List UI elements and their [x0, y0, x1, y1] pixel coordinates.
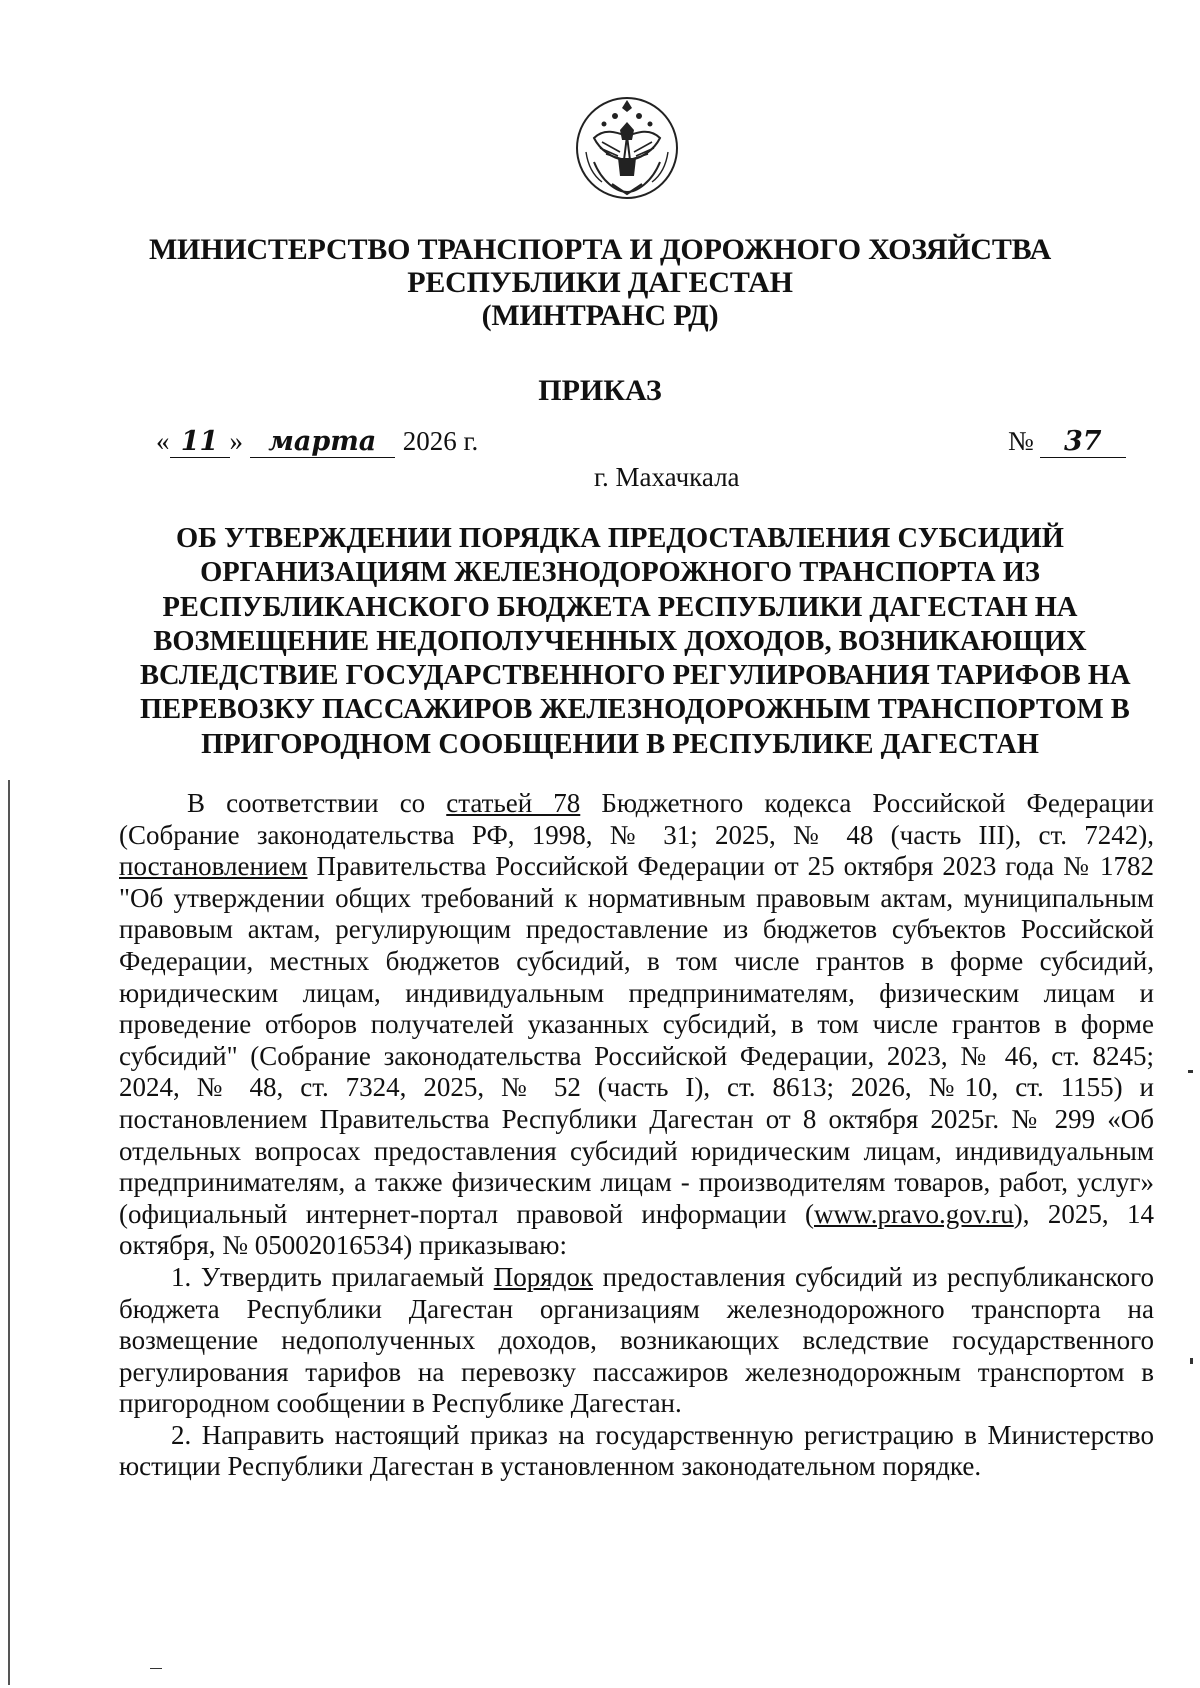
date-day: 11	[170, 426, 230, 458]
order-item-1	[119, 1262, 1154, 1420]
city: г. Махачкала	[594, 462, 740, 492]
scan-edge-line	[8, 780, 10, 1685]
ministry-name-line-2: РЕСПУБЛИКИ ДАГЕСТАН	[407, 266, 793, 299]
document-type: ПРИКАЗ	[538, 374, 662, 407]
ministry-abbreviation: (МИНТРАНС РД)	[481, 299, 719, 332]
title-line: ПЕРЕВОЗКУ ПАССАЖИРОВ ЖЕЛЕЗНОДОРОЖНЫМ ТРАНСПОРТОМ В	[140, 694, 1130, 726]
ministry-name-line-1: МИНИСТЕРСТВО ТРАНСПОРТА И ДОРОЖНОГО ХОЗЯЙСТВА	[148, 233, 1052, 266]
dagestan-emblem-icon	[572, 92, 682, 204]
order-number	[1008, 426, 1126, 458]
item-2-text: Направить настоящий приказ на государственную регистрацию в Министерство юстиции Республики Дагестан в установленном законодательном порядке.	[119, 1419, 1154, 1482]
item-1-text-pre: Утвердить прилагаемый	[200, 1261, 494, 1292]
item-number: 2.	[171, 1419, 202, 1450]
ministry-header	[0, 233, 1200, 332]
title-line: ОРГАНИЗАЦИЯМ ЖЕЛЕЗНОДОРОЖНОГО ТРАНСПОРТА ИЗ	[200, 557, 1040, 589]
item-number: 1.	[171, 1261, 201, 1292]
document-title	[140, 522, 1131, 762]
scan-speck	[1190, 1358, 1193, 1364]
pravo-portal-link[interactable]: www.pravo.gov.ru	[814, 1198, 1014, 1229]
order-date	[156, 426, 478, 458]
order-item-2	[119, 1420, 1154, 1483]
item-1-text-post: предоставления субсидий из республиканского бюджета Республики Дагестан организациям железнодорожного транспорта на возмещение недополученных доходов, возникающих вследствие государственного регулирования тарифов на перевозку пассажиров железнодорожным транспортом в пригородном сообщении в Республике Дагестан.	[119, 1261, 1154, 1419]
date-month: марта	[250, 426, 395, 458]
resolution-link[interactable]: постановлением	[119, 851, 308, 882]
title-line: ВСЛЕДСТВИЕ ГОСУДАРСТВЕННОГО РЕГУЛИРОВАНИЯ ТАРИФОВ НА	[140, 660, 1131, 692]
document-body	[119, 788, 1154, 1483]
scan-speck	[150, 1668, 162, 1669]
preamble-text-4: ), 2025, 14 октября, № 05002016534) приказываю:	[119, 1198, 1154, 1261]
title-line: ОБ УТВЕРЖДЕНИИ ПОРЯДКА ПРЕДОСТАВЛЕНИЯ СУБСИДИЙ	[176, 523, 1064, 554]
title-line: ВОЗМЕЩЕНИЕ НЕДОПОЛУЧЕННЫХ ДОХОДОВ, ВОЗНИКАЮЩИХ	[153, 625, 1087, 657]
preamble-text-2: Бюджетного кодекса Российской Федерации (Собрание законодательства РФ, 1998, № 31; 2025, № 48 (часть III), ст. 7242),	[119, 788, 1154, 850]
title-line: ПРИГОРОДНОМ СООБЩЕНИИ В РЕСПУБЛИКЕ ДАГЕСТАН	[201, 728, 1039, 760]
scan-speck	[1188, 1070, 1193, 1073]
article-78-link[interactable]: статьей 78	[446, 788, 581, 818]
preamble-text-3: Правительства Российской Федерации от 25 октября 2023 года № 1782 "Об утверждении общих требований к нормативным правовым актам, муниципальным правовым актам, регулирующим предоставление из бюджетов субъектов Российской Федерации, местных бюджетов субсидий, в том числе грантов в форме субсидий, юридическим лицам, индивидуальным предпринимателям, физическим лицам и проведение отборов получателей указанных субсидий, в том числе грантов в форме субсидий" (Собрание законодательства Российской Федерации, 2023, № 46, ст. 8245; 2024, № 48, ст. 7324, 2025, № 52 (часть I), ст. 8613; 2026, №10, ст. 1155) и постановлением Правительства Республики Дагестан от 8 октября 2025г. № 299 «Об отдельных вопросах предоставления субсидий юридическим лицам, индивидуальным предпринимателям, а также физическим лицам - производителям товаров, работ, услуг» (официальный интернет-портал правовой информации (	[119, 851, 1154, 1229]
preamble-text-1: В соответствии со	[187, 788, 447, 818]
title-line: РЕСПУБЛИКАНСКОГО БЮДЖЕТА РЕСПУБЛИКИ ДАГЕСТАН НА	[162, 591, 1078, 623]
order-number-value: 37	[1040, 426, 1126, 458]
date-open-quote: «	[156, 426, 170, 456]
date-close-quote: »	[229, 426, 243, 456]
procedure-link[interactable]: Порядок	[493, 1261, 593, 1292]
preamble-paragraph	[119, 788, 1154, 1262]
order-number-prefix: №	[1008, 426, 1034, 456]
date-year: 2026 г.	[402, 426, 479, 456]
